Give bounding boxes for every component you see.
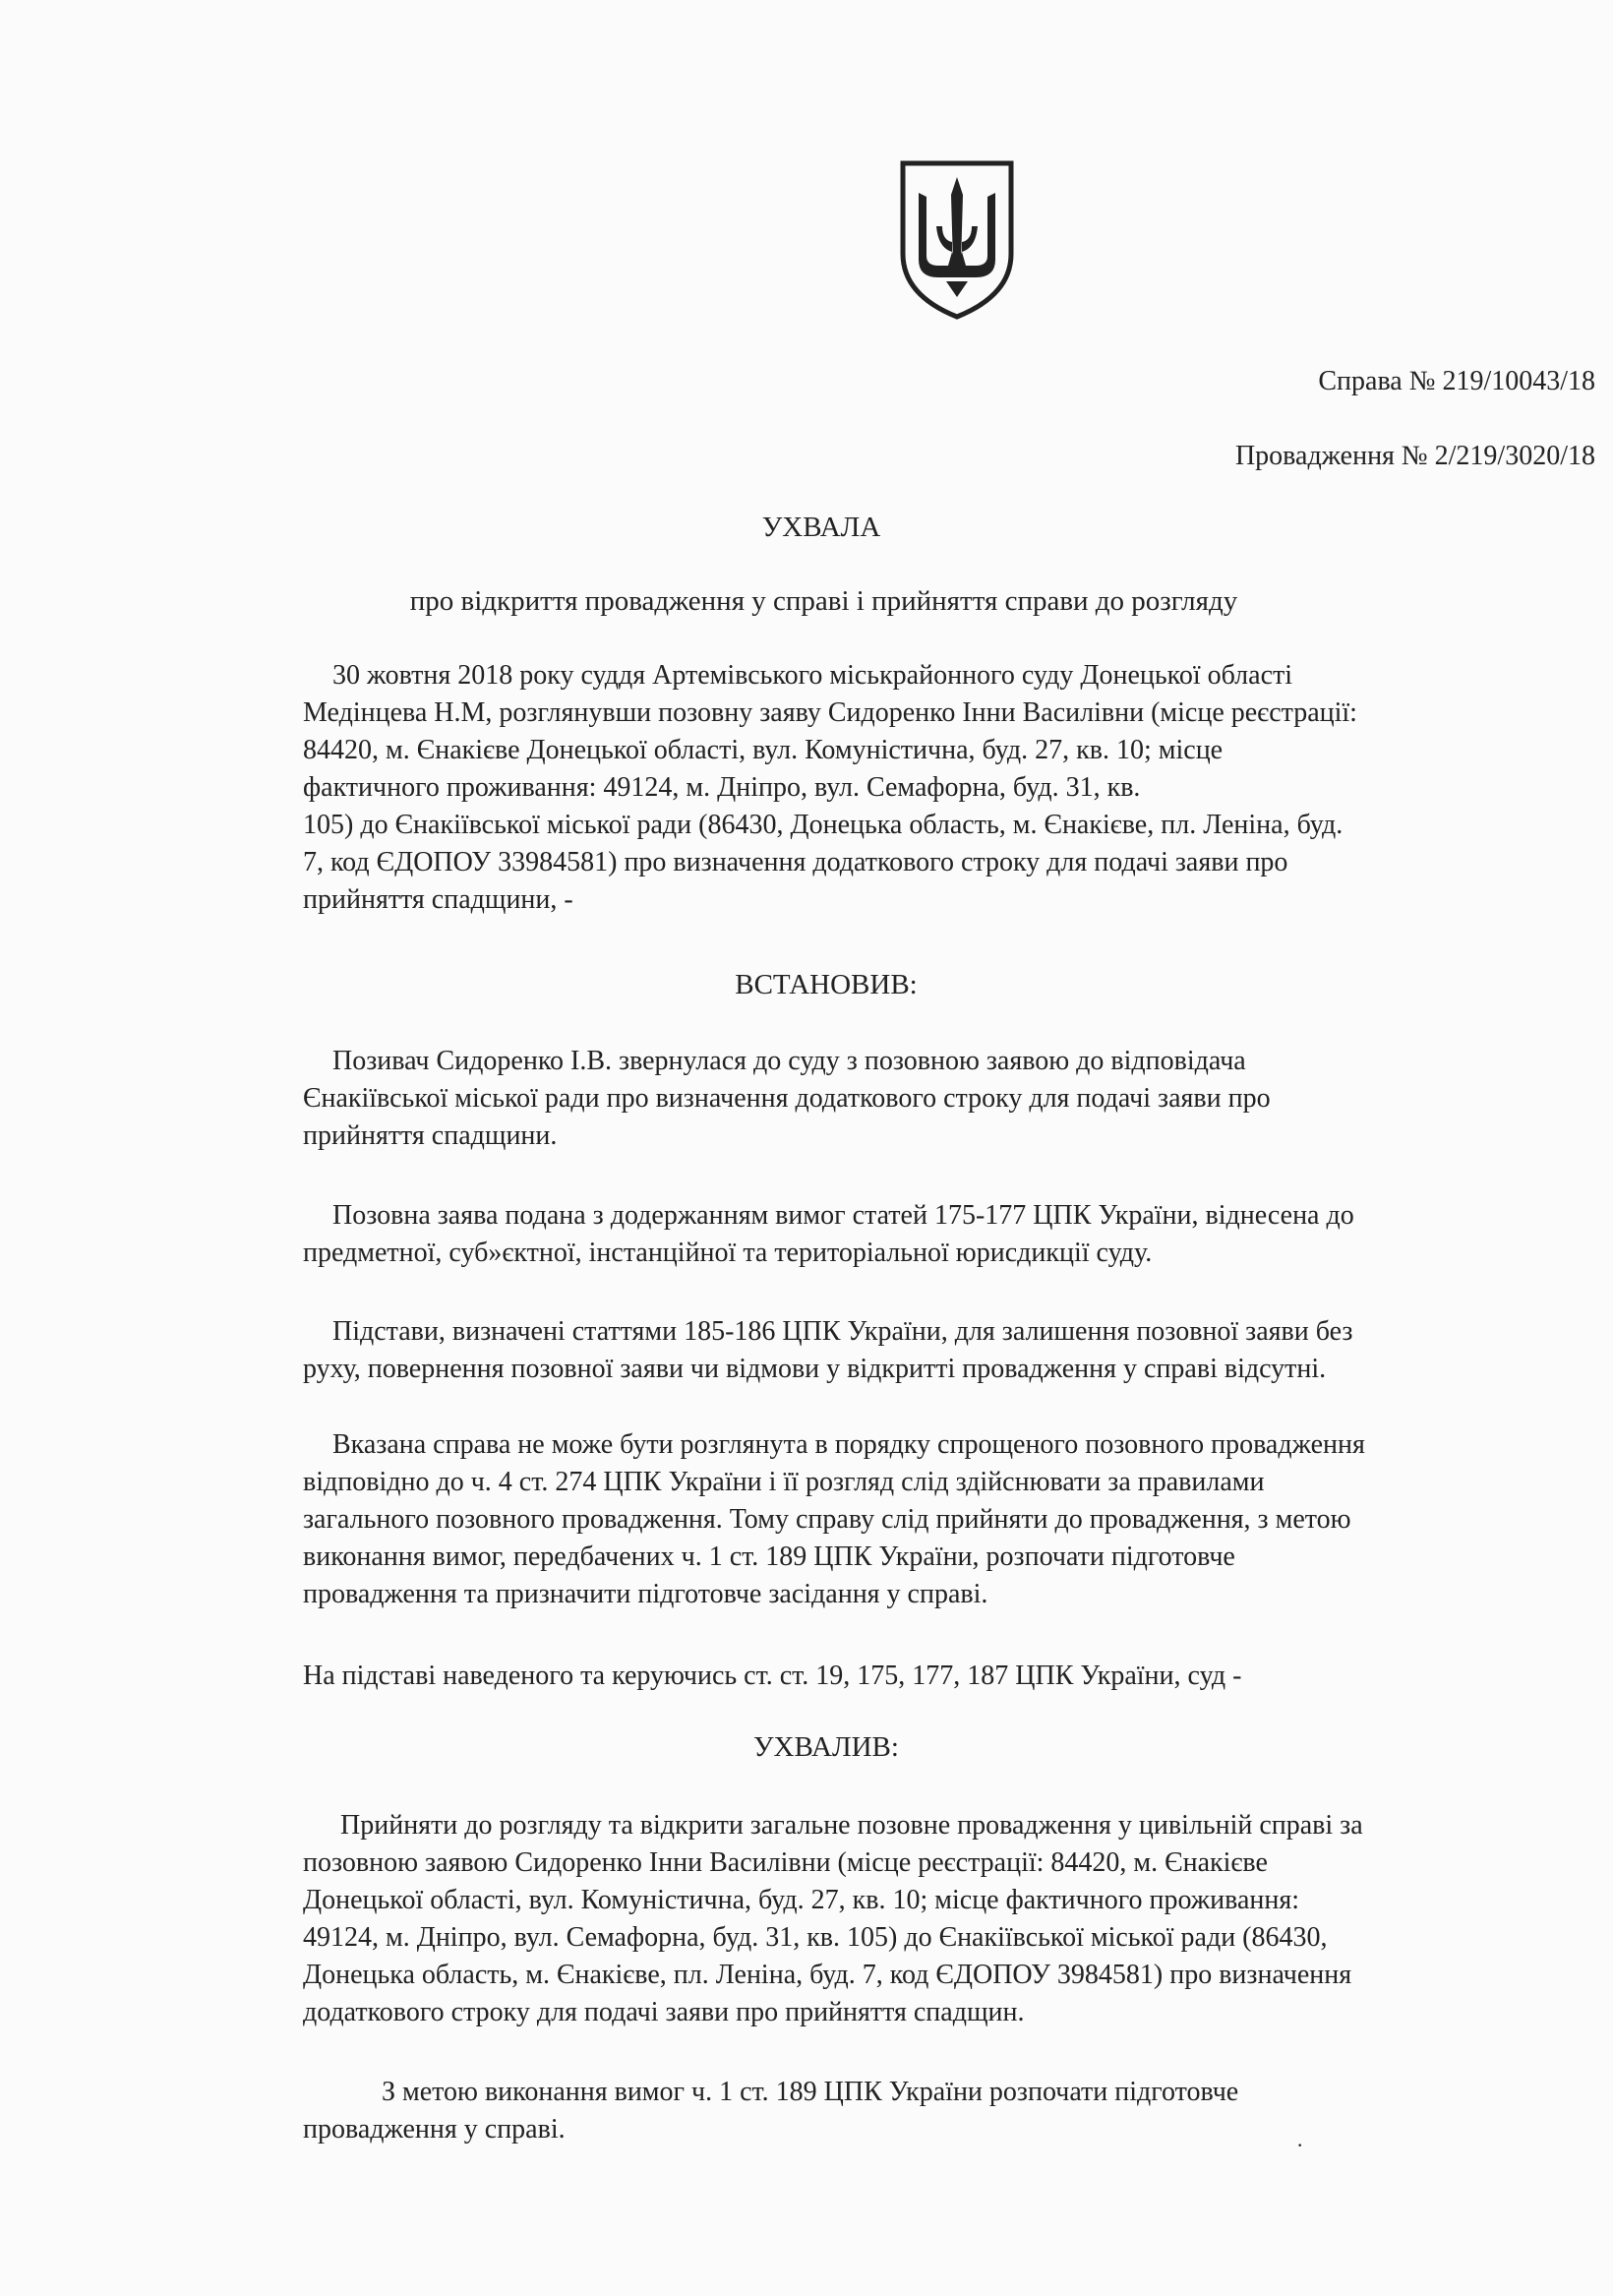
text-line: прийняття спадщини.: [303, 1120, 558, 1151]
paragraph-preparatory: [303, 2074, 1583, 2148]
text-line: додаткового строку для подачі заяви про прийняття спадщин.: [303, 1997, 1025, 2027]
text-line: відповідно до ч. 4 ст. 274 ЦПК України і її розгляд слід здійснювати за правилами: [303, 1467, 1265, 1497]
text-line: фактичного проживання: 49124, м. Дніпро, вул. Семафорна, буд. 31, кв.: [303, 772, 1141, 803]
text-line: руху, повернення позовної заяви чи відмови у відкритті провадження у справі відсутні.: [303, 1354, 1327, 1384]
case-number: Справа № 219/10043/18: [1318, 366, 1595, 396]
trident-coat-of-arms-icon: [897, 157, 1017, 320]
text-line: загального позовного провадження. Тому справу слід прийняти до провадження, з метою: [303, 1504, 1351, 1535]
text-line: виконання вимог, передбачених ч. 1 ст. 189 ЦПК України, розпочати підготовче: [303, 1541, 1235, 1572]
intro-paragraph: [303, 657, 1583, 919]
page-mark: ·: [1296, 2133, 1304, 2157]
text-line: Донецької області, вул. Комуністична, буд. 27, кв. 10; місце фактичного проживання:: [303, 1885, 1300, 1915]
text-line: позовною заявою Сидоренко Інни Василівни (місце реєстрації: 84420, м. Єнакієве: [303, 1847, 1268, 1878]
text-line: провадження у справі.: [303, 2114, 566, 2145]
paragraph-procedure: [303, 1426, 1583, 1613]
text-line: З метою виконання вимог ч. 1 ст. 189 ЦПК України розпочати підготовче: [382, 2077, 1239, 2107]
text-line: провадження та призначити підготовче засідання у справі.: [303, 1579, 988, 1609]
text-line: 84420, м. Єнакієве Донецької області, вул. Комуністична, буд. 27, кв. 10; місце: [303, 735, 1224, 765]
paragraph-ruling: [303, 1807, 1583, 2031]
text-line: Підстави, визначені статтями 185-186 ЦПК України, для залишення позовної заяви без: [332, 1316, 1353, 1347]
text-line: 7, код ЄДОПОУ 33984581) про визначення додаткового строку для подачі заяви про: [303, 847, 1288, 877]
text-line: Позивач Сидоренко І.В. звернулася до суду з позовною заявою до відповідача: [332, 1046, 1246, 1076]
text-line: 105) до Єнакіївської міської ради (86430, Донецька область, м. Єнакієве, пл. Леніна, буд.: [303, 810, 1344, 840]
text-line: Донецька область, м. Єнакієве, пл. Леніна, буд. 7, код ЄДОПОУ 3984581) про визначення: [303, 1960, 1352, 1990]
section-decided: УХВАЛИВ:: [753, 1731, 899, 1763]
text-line: Єнакіївської міської ради про визначення додаткового строку для подачі заяви про: [303, 1083, 1271, 1114]
paragraph-claim: [303, 1043, 1583, 1155]
text-line: Позовна заява подана з додержанням вимог статей 175-177 ЦПК України, віднесена до: [332, 1200, 1354, 1231]
text-line: предметної, суб»єктної, інстанційної та територіальної юрисдикції суду.: [303, 1238, 1153, 1268]
proceeding-number: Провадження № 2/219/3020/18: [1234, 441, 1595, 471]
paragraph-grounds: [303, 1313, 1583, 1388]
document-title: УХВАЛА: [761, 512, 881, 543]
text-line: Вказана справа не може бути розглянута в порядку спрощеного позовного провадження: [332, 1429, 1365, 1460]
section-established: ВСТАНОВИВ:: [735, 969, 918, 1000]
text-line: прийняття спадщини, -: [303, 884, 573, 915]
text-line: Медінцева Н.М, розглянувши позовну заяву Сидоренко Інни Василівни (місце реєстрації:: [303, 697, 1357, 728]
text-line: 49124, м. Дніпро, вул. Семафорна, буд. 31, кв. 105) до Єнакіївської міської ради (86430,: [303, 1922, 1328, 1953]
paragraph-compliance: [303, 1197, 1583, 1272]
text-line: 30 жовтня 2018 року суддя Артемівського міськрайонного суду Донецької області: [332, 660, 1293, 691]
paragraph-basis: [303, 1658, 1583, 1695]
text-line: На підставі наведеного та керуючись ст. ст. 19, 175, 177, 187 ЦПК України, суд -: [303, 1661, 1242, 1691]
document-subtitle: про відкриття провадження у справі і прийняття справи до розгляду: [409, 585, 1238, 617]
text-line: Прийняти до розгляду та відкрити загальне позовне провадження у цивільній справі за: [340, 1810, 1363, 1841]
